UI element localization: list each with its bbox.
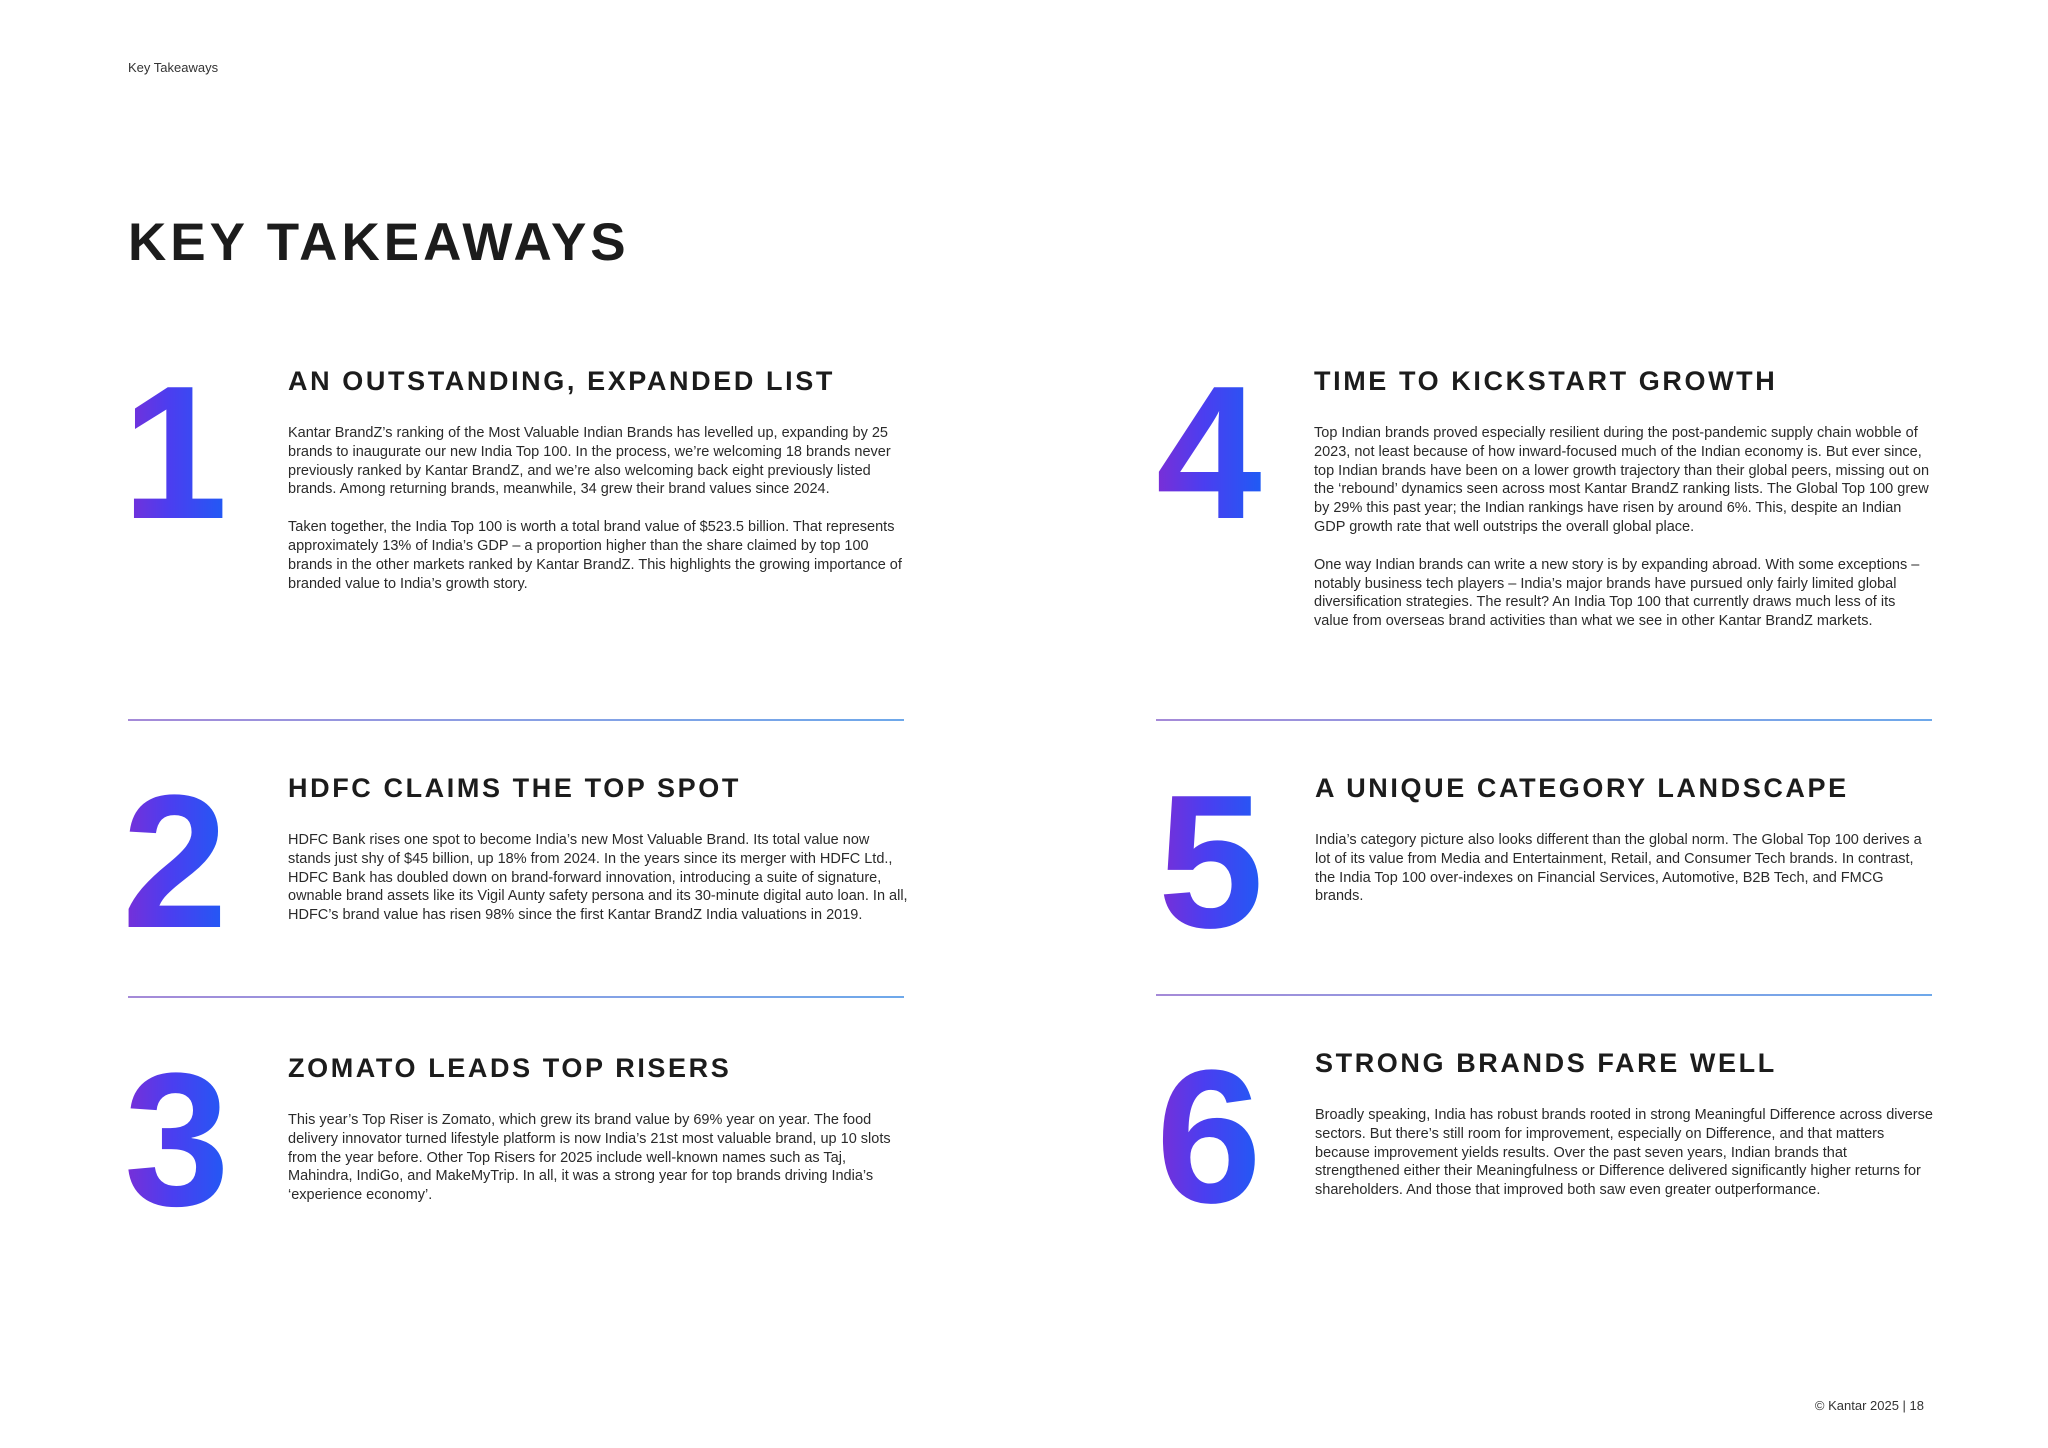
takeaway-heading: ZOMATO LEADS TOP RISERS bbox=[288, 1053, 732, 1083]
takeaway-number: 6 bbox=[1156, 1031, 1262, 1243]
takeaway-number: 3 bbox=[124, 1034, 230, 1246]
takeaway-body bbox=[1315, 1106, 1935, 1200]
takeaway-number: 2 bbox=[122, 756, 228, 968]
page-title: KEY TAKEAWAYS bbox=[128, 213, 630, 272]
takeaway-body bbox=[288, 424, 908, 593]
takeaway-number: 1 bbox=[122, 347, 228, 559]
takeaway-paragraph: India’s category picture also looks different than the global norm. The Global Top 100 derives a lot of its value from Media and Entertainment, Retail, and Consumer Tech brands. In contrast, the India Top 100 over-indexes on Financial Services, Automotive, B2B Tech, and FMCG brands. bbox=[1315, 832, 1922, 905]
takeaway-body bbox=[1314, 424, 1934, 631]
takeaway-heading: STRONG BRANDS FARE WELL bbox=[1315, 1048, 1777, 1078]
takeaway-paragraph: HDFC Bank rises one spot to become India’s new Most Valuable Brand. Its total value now stands just shy of $45 billion, up 18% from 2024. In the years since its merger with HDFC Ltd., HDFC Bank has doubled down on brand-forward innovation, introducing a suite of signature, ownable brand assets like its Vigil Aunty safety persona and its 30-minute digital auto loan. In all, HDFC’s brand value has risen 98% since the first Kantar BrandZ India valuations in 2019. bbox=[288, 832, 908, 924]
takeaway-paragraph: Broadly speaking, India has robust brands rooted in strong Meaningful Difference across diverse sectors. But there’s still room for improvement, especially on Difference, and that matters because improvement yields results. Over the past seven years, Indian brands that strengthened either their Meaningfulness or Difference delivered significantly higher returns for shareholders. And those that improved both saw even greater outperformance. bbox=[1315, 1107, 1933, 1199]
takeaway-body bbox=[288, 1111, 908, 1205]
section-divider bbox=[1156, 994, 1932, 996]
section-divider bbox=[128, 996, 904, 998]
takeaway-heading: TIME TO KICKSTART GROWTH bbox=[1314, 366, 1778, 396]
takeaway-paragraph: Top Indian brands proved especially resilient during the post-pandemic supply chain wobble of 2023, not least because of how inward-focused much of the Indian economy is. But ever since, top Indian brands have been on a lower growth trajectory than their global peers, missing out on the ‘rebound’ dynamics seen across most Kantar BrandZ ranking lists. The Global Top 100 grew by 29% this past year; the Indian rankings have risen by around 6%. This, despite an Indian GDP growth rate that well outstrips the overall global place. bbox=[1314, 425, 1930, 535]
takeaway-paragraph: Kantar BrandZ’s ranking of the Most Valuable Indian Brands has levelled up, expanding by 25 brands to inaugurate our new India Top 100. In the process, we’re welcoming 18 brands never previously ranked by Kantar BrandZ, and we’re also welcoming back eight previously listed brands. Among returning brands, meanwhile, 34 grew their brand values since 2024. bbox=[288, 425, 891, 498]
takeaway-number: 5 bbox=[1158, 756, 1264, 968]
takeaway-heading: A UNIQUE CATEGORY LANDSCAPE bbox=[1315, 773, 1849, 803]
takeaway-body bbox=[288, 831, 908, 925]
takeaway-body bbox=[1315, 831, 1935, 906]
takeaway-paragraph: One way Indian brands can write a new story is by expanding abroad. With some exceptions – notably business tech players – India’s major brands have pursued only fairly limited global diversification strategies. The result? An India Top 100 that currently draws much less of its value from overseas brand activities than what we see in other Kantar BrandZ markets. bbox=[1314, 556, 1920, 630]
takeaway-heading: HDFC CLAIMS THE TOP SPOT bbox=[288, 773, 741, 803]
takeaway-number: 4 bbox=[1156, 347, 1262, 559]
page-footer: © Kantar 2025 | 18 bbox=[1814, 1398, 1924, 1413]
takeaway-paragraph: Taken together, the India Top 100 is worth a total brand value of $523.5 billion. That represents approximately 13% of India’s GDP – a proportion higher than the share claimed by top 100 brands in the other markets ranked by Kantar BrandZ. This highlights the growing importance of branded value to India’s growth story. bbox=[288, 519, 902, 592]
section-divider bbox=[128, 719, 904, 721]
takeaway-heading: AN OUTSTANDING, EXPANDED LIST bbox=[288, 366, 835, 396]
section-divider bbox=[1156, 719, 1932, 721]
takeaway-paragraph: This year’s Top Riser is Zomato, which grew its brand value by 69% year on year. The food delivery innovator turned lifestyle platform is now India’s 21st most valuable brand, up 10 slots from the year before. Other Top Risers for 2025 include well-known names such as Taj, Mahindra, IndiGo, and MakeMyTrip. In all, it was a strong year for top brands driving India’s ‘experience economy’. bbox=[288, 1112, 891, 1204]
running-head: Key Takeaways bbox=[128, 60, 219, 75]
